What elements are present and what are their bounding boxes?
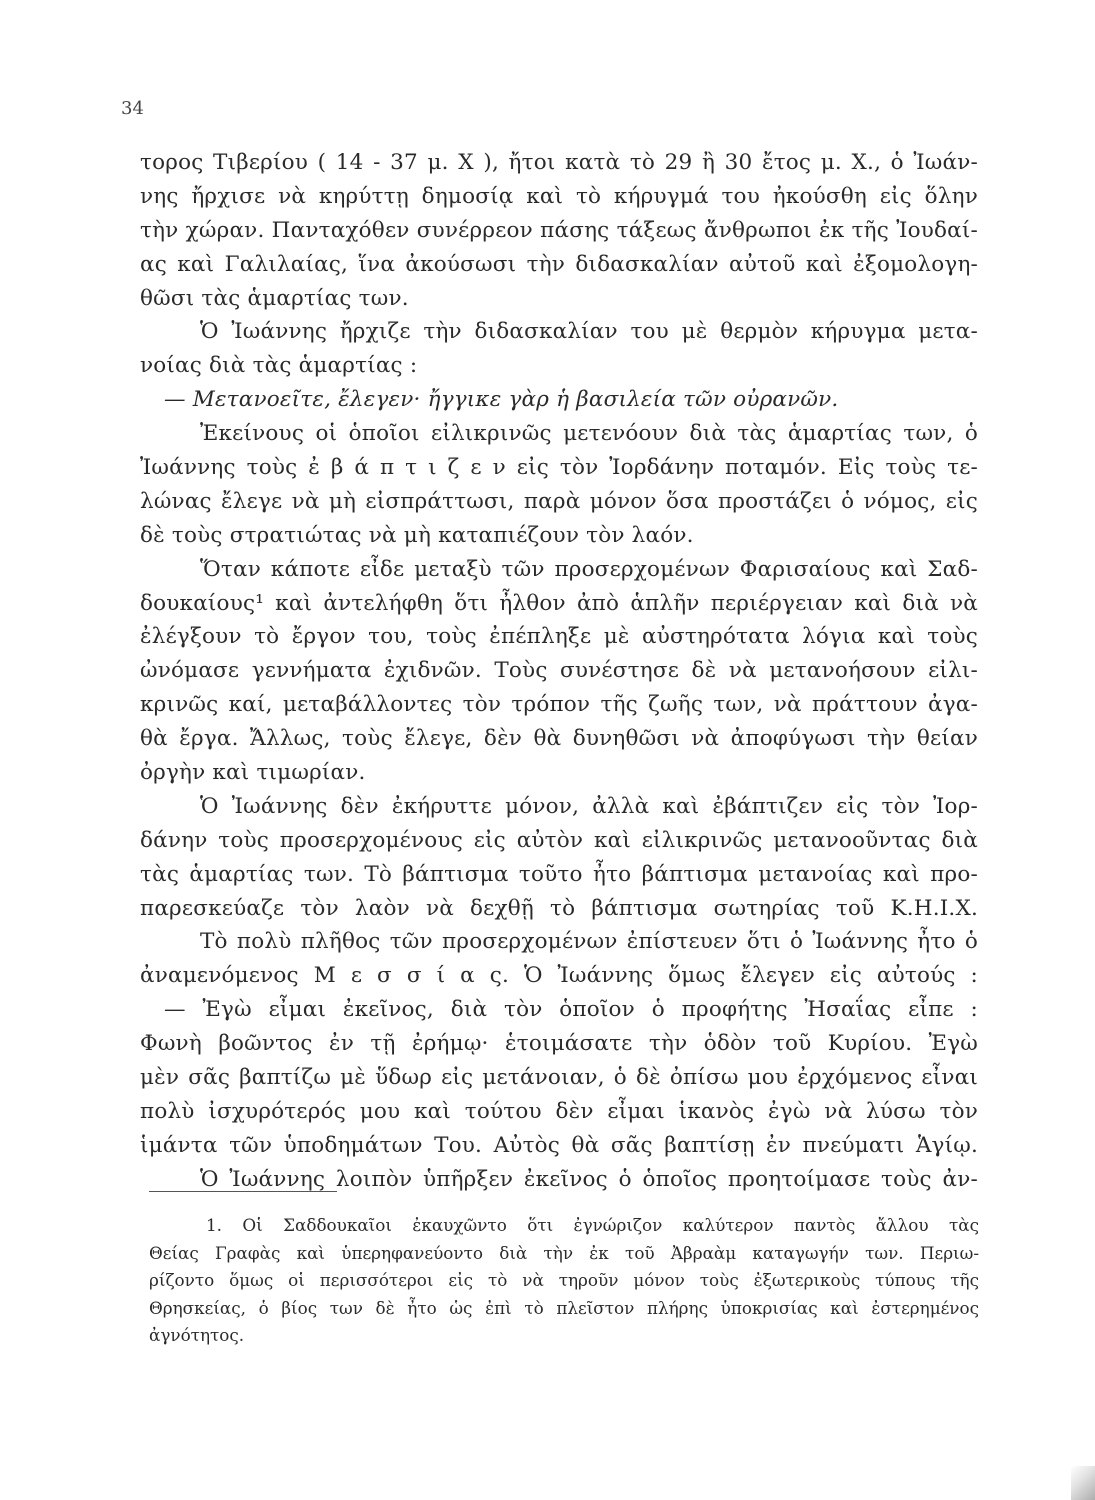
footnote-line: Θρησκείας, ὁ βίος των δὲ ἦτο ὡς ἐπὶ τὸ πλεῖστον πλήρης ὑποκρισίας καὶ ἐστερημένος — [149, 1297, 979, 1318]
text-line: Ἐκείνους οἱ ὁποῖοι εἰλικρινῶς μετενόουν διὰ τὰς ἁμαρτίας των, ὁ — [200, 421, 978, 447]
text-line: νης ἤρχισε νὰ κηρύττῃ δημοσίᾳ καὶ τὸ κήρυγμά του ἠκούσθη εἰς ὅλην — [140, 183, 978, 209]
text-line: Φωνὴ βοῶντος ἐν τῇ ἐρήμῳ· ἑτοιμάσατε τὴν ὁδὸν τοῦ Κυρίου. Ἐγὼ — [140, 1031, 978, 1057]
text-line: — Ἐγὼ εἶμαι ἐκεῖνος, διὰ τὸν ὁποῖον ὁ προφήτης Ἠσαΐας εἶπε : — [164, 997, 978, 1023]
text-line: ἀναμενόμενος Μ ε σ σ ί α ς. Ὁ Ἰωάννης ὅμως ἔλεγεν εἰς αὐτούς : — [140, 963, 978, 989]
text-line: θὰ ἔργα. Ἄλλως, τοὺς ἔλεγε, δὲν θὰ δυνηθῶσι νὰ ἀποφύγωσι τὴν θείαν — [140, 726, 978, 752]
text-line: Ὁ Ἰωάννης δὲν ἐκήρυττε μόνον, ἀλλὰ καὶ ἐβάπτιζεν εἰς τὸν Ἰορ- — [200, 793, 978, 819]
footnote-line: Θείας Γραφὰς καὶ ὑπερηφανεύοντο διὰ τὴν ἐκ τοῦ Ἀβραὰμ καταγωγήν των. Περιω- — [149, 1242, 979, 1263]
text-line: πολὺ ἰσχυρότερός μου καὶ τούτου δὲν εἶμαι ἱκανὸς ἐγὼ νὰ λύσω τὸν — [140, 1098, 978, 1124]
text-line: λώνας ἔλεγε νὰ μὴ εἰσπράττωσι, παρὰ μόνον ὅσα προστάζει ὁ νόμος, εἰς — [140, 488, 978, 514]
text-line: δὲ τοὺς στρατιώτας νὰ μὴ καταπιέζουν τὸν λαόν. — [140, 522, 694, 548]
footnote-block — [149, 1212, 979, 1350]
text-line: τορος Τιβερίου ( 14 - 37 μ. Χ ), ἤτοι κατὰ τὸ 29 ἢ 30 ἔτος μ. Χ., ὁ Ἰωάν- — [140, 150, 978, 175]
text-line: τὴν χώραν. Πανταχόθεν συνέρρεον πάσης τάξεως ἄνθρωποι ἐκ τῆς Ἰουδαί- — [140, 217, 978, 243]
footnote-line: ἀγνότητος. — [149, 1325, 245, 1346]
text-line: ὠνόμασε γεννήματα ἐχιδνῶν. Τοὺς συνέστησε δὲ νὰ μετανοήσουν εἰλι- — [140, 658, 978, 684]
text-line: δουκαίους¹ καὶ ἀντελήφθη ὅτι ἦλθον ἀπὸ ἁπλῆν περιέργειαν καὶ διὰ νὰ — [140, 590, 978, 616]
text-line: τὰς ἁμαρτίας των. Τὸ βάπτισμα τοῦτο ἦτο βάπτισμα μετανοίας καὶ προ- — [140, 861, 978, 887]
footnote-line: ρίζοντο ὅμως οἱ περισσότεροι εἰς τὸ νὰ τηροῦν μόνον τοὺς ἐξωτερικοὺς τύπους τῆς — [149, 1270, 979, 1291]
text-line: ας καὶ Γαλιλαίας, ἵνα ἀκούσωσι τὴν διδασκαλίαν αὐτοῦ καὶ ἐξομολογη- — [140, 251, 978, 277]
text-line: ἐλέγξουν τὸ ἔργον του, τοὺς ἐπέπληξε μὲ αὐστηρότατα λόγια καὶ τοὺς — [140, 624, 978, 650]
text-line: Ὁ Ἰωάννης ἤρχιζε τὴν διδασκαλίαν του μὲ θερμὸν κήρυγμα μετα- — [200, 319, 978, 345]
scan-edge-artifact — [1071, 1466, 1095, 1500]
footnote-line: 1. Οἱ Σαδδουκαῖοι ἐκαυχῶντο ὅτι ἐγνώριζον καλύτερον παντὸς ἄλλου τὰς — [206, 1215, 979, 1235]
text-line: Ὅταν κάποτε εἶδε μεταξὺ τῶν προσερχομένων Φαρισαίους καὶ Σαδ- — [200, 556, 978, 582]
text-line: κρινῶς καί, μεταβάλλοντες τὸν τρόπον τῆς ζωῆς των, νὰ πράττουν ἀγα- — [140, 692, 978, 718]
text-line: παρεσκεύαζε τὸν λαὸν νὰ δεχθῇ τὸ βάπτισμα σωτηρίας τοῦ Κ.Η.Ι.Χ. — [140, 895, 978, 921]
text-line: μὲν σᾶς βαπτίζω μὲ ὕδωρ εἰς μετάνοιαν, ὁ δὲ ὀπίσω μου ἐρχόμενος εἶναι — [140, 1065, 978, 1091]
footnote-divider — [149, 1191, 337, 1192]
text-line: δάνην τοὺς προσερχομένους εἰς αὐτὸν καὶ εἰλικρινῶς μετανοοῦντας διὰ — [140, 827, 978, 853]
text-line: Ὁ Ἰωάννης λοιπὸν ὑπῆρξεν ἐκεῖνος ὁ ὁποῖος προητοίμασε τοὺς ἀν- — [200, 1166, 978, 1192]
text-line: Τὸ πολὺ πλῆθος τῶν προσερχομένων ἐπίστευεν ὅτι ὁ Ἰωάννης ἦτο ὁ — [200, 929, 978, 955]
main-text — [140, 146, 978, 1197]
quote-line: — Μετανοεῖτε, ἔλεγεν· ἤγγικε γὰρ ἡ βασιλεία τῶν οὐρανῶν. — [164, 387, 839, 413]
text-line: ὀργὴν καὶ τιμωρίαν. — [140, 760, 366, 786]
text-line: Ἰωάννης τοὺς ἐ β ά π τ ι ζ ε ν εἰς τὸν Ἰορδάνην ποταμόν. Εἰς τοὺς τε- — [140, 455, 978, 481]
page-number: 34 — [121, 98, 144, 119]
text-line: θῶσι τὰς ἁμαρτίας των. — [140, 285, 409, 311]
text-line: ἱμάντα τῶν ὑποδημάτων Του. Αὐτὸς θὰ σᾶς βαπτίσῃ ἐν πνεύματι Ἁγίῳ. — [140, 1132, 978, 1158]
text-line: νοίας διὰ τὰς ἁμαρτίας : — [140, 353, 418, 379]
